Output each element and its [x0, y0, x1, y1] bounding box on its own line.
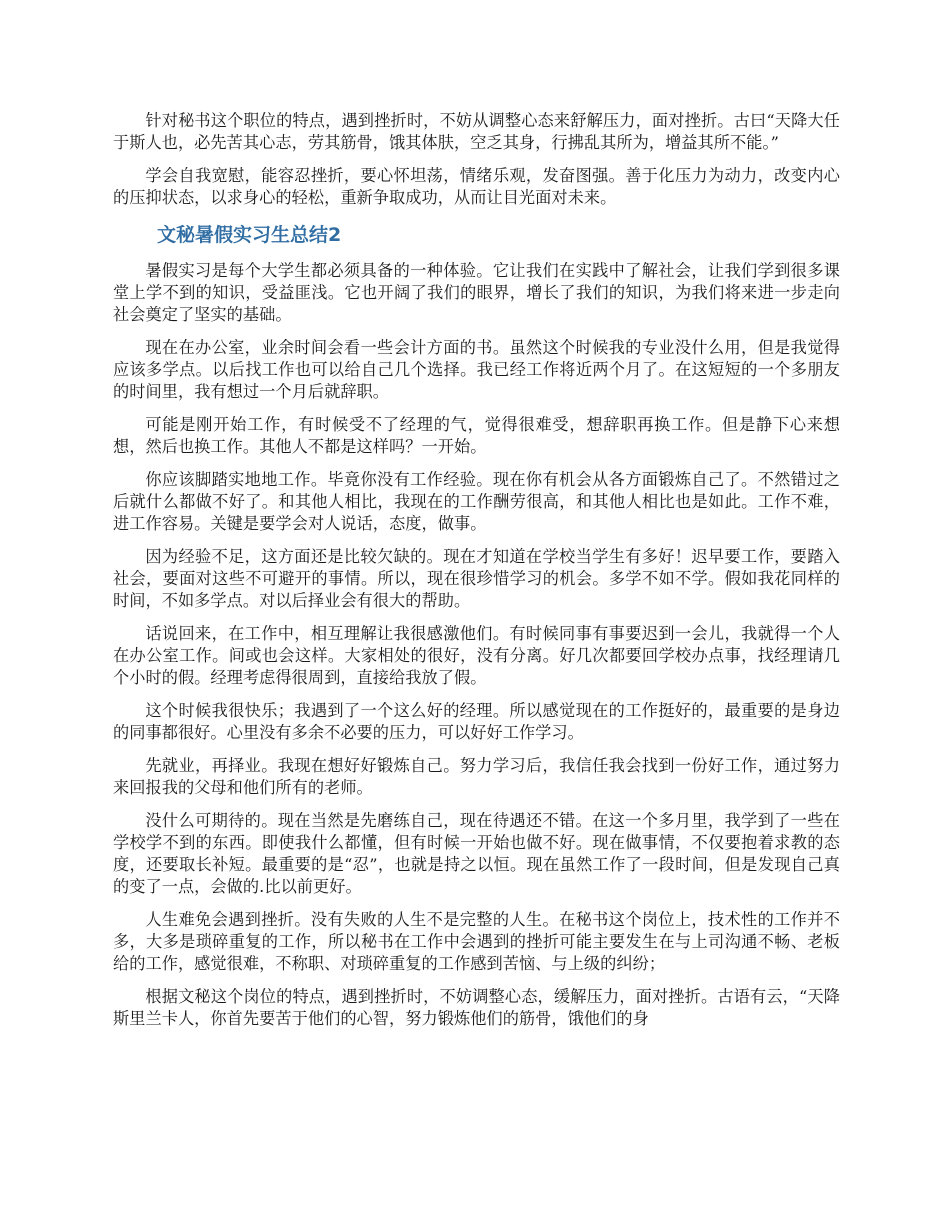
paragraph: 话说回来，在工作中，相互理解让我很感激他们。有时候同事有事要迟到一会儿，我就得一个人在办公室工作。间或也会这样。大家相处的很好，没有分离。好几次都要回学校办点事，找经理请几个小时的假。经理考虑得很周到，直接给我放了假。 — [113, 624, 840, 687]
paragraph: 针对秘书这个职位的特点，遇到挫折时，不妨从调整心态来舒解压力，面对挫折。古曰“天降大任于斯人也，必先苦其心志，劳其筋骨，饿其体肤，空乏其身，行拂乱其所为，增益其所不能。” — [113, 111, 840, 152]
paragraph: 可能是刚开始工作，有时候受不了经理的气，觉得很难受，想辞职再换工作。但是静下心来想想，然后也换工作。其他人不都是这样吗？一开始。 — [113, 415, 840, 456]
paragraph: 现在在办公室，业余时间会看一些会计方面的书。虽然这个时候我的专业没什么用，但是我觉得应该多学点。以后找工作也可以给自己几个选择。我已经工作将近两个月了。在这短短的一个多朋友的时间里，我有想过一个月后就辞职。 — [113, 338, 840, 401]
paragraph: 学会自我宽慰，能容忍挫折，要心怀坦荡，情绪乐观，发奋图强。善于化压力为动力，改变内心的压抑状态，以求身心的轻松，重新争取成功，从而让目光面对未来。 — [113, 166, 840, 207]
paragraph: 你应该脚踏实地地工作。毕竟你没有工作经验。现在你有机会从各方面锻炼自己了。不然错过之后就什么都做不好了。和其他人相比，我现在的工作酬劳很高，和其他人相比也是如此。工作不难，进工作容易。关键是要学会对人说话，态度，做事。 — [113, 470, 840, 533]
section-heading: 文秘暑假实习生总结2 — [157, 224, 342, 246]
document-body — [113, 110, 840, 1041]
paragraph: 这个时候我很快乐；我遇到了一个这么好的经理。所以感觉现在的工作挺好的，最重要的是身边的同事都很好。心里没有多余不必要的压力，可以好好工作学习。 — [113, 701, 840, 742]
paragraph: 暑假实习是每个大学生都必须具备的一种体验。它让我们在实践中了解社会，让我们学到很多课堂上学不到的知识，受益匪浅。它也开阔了我们的眼界，增长了我们的知识，为我们将来进一步走向社会奠定了坚实的基础。 — [113, 261, 840, 324]
paragraph: 没什么可期待的。现在当然是先磨练自己，现在待遇还不错。在这一个多月里，我学到了一些在学校学不到的东西。即使我什么都懂，但有时候一开始也做不好。现在做事情，不仅要抱着求教的态度，还要取长补短。最重要的是“忍”，也就是持之以恒。现在虽然工作了一段时间，但是发现自己真的变了一点，会做的.比以前更好。 — [113, 811, 840, 896]
paragraph: 根据文秘这个岗位的特点，遇到挫折时，不妨调整心态，缓解压力，面对挫折。古语有云，“天降斯里兰卡人，你首先要苦于他们的心智，努力锻炼他们的筋骨，饿他们的身 — [113, 987, 840, 1028]
paragraph: 因为经验不足，这方面还是比较欠缺的。现在才知道在学校当学生有多好！迟早要工作，要踏入社会，要面对这些不可避开的事情。所以，现在很珍惜学习的机会。多学不如不学。假如我花同样的时间，不如多学点。对以后择业会有很大的帮助。 — [113, 547, 840, 610]
paragraph: 人生难免会遇到挫折。没有失败的人生不是完整的人生。在秘书这个岗位上，技术性的工作并不多，大多是琐碎重复的工作，所以秘书在工作中会遇到的挫折可能主要发生在与上司沟通不畅、老板给的工作，感觉很难，不称职、对琐碎重复的工作感到苦恼、与上级的纠纷； — [113, 910, 840, 973]
paragraph: 先就业，再择业。我现在想好好锻炼自己。努力学习后，我信任我会找到一份好工作，通过努力来回报我的父母和他们所有的老师。 — [113, 756, 840, 797]
